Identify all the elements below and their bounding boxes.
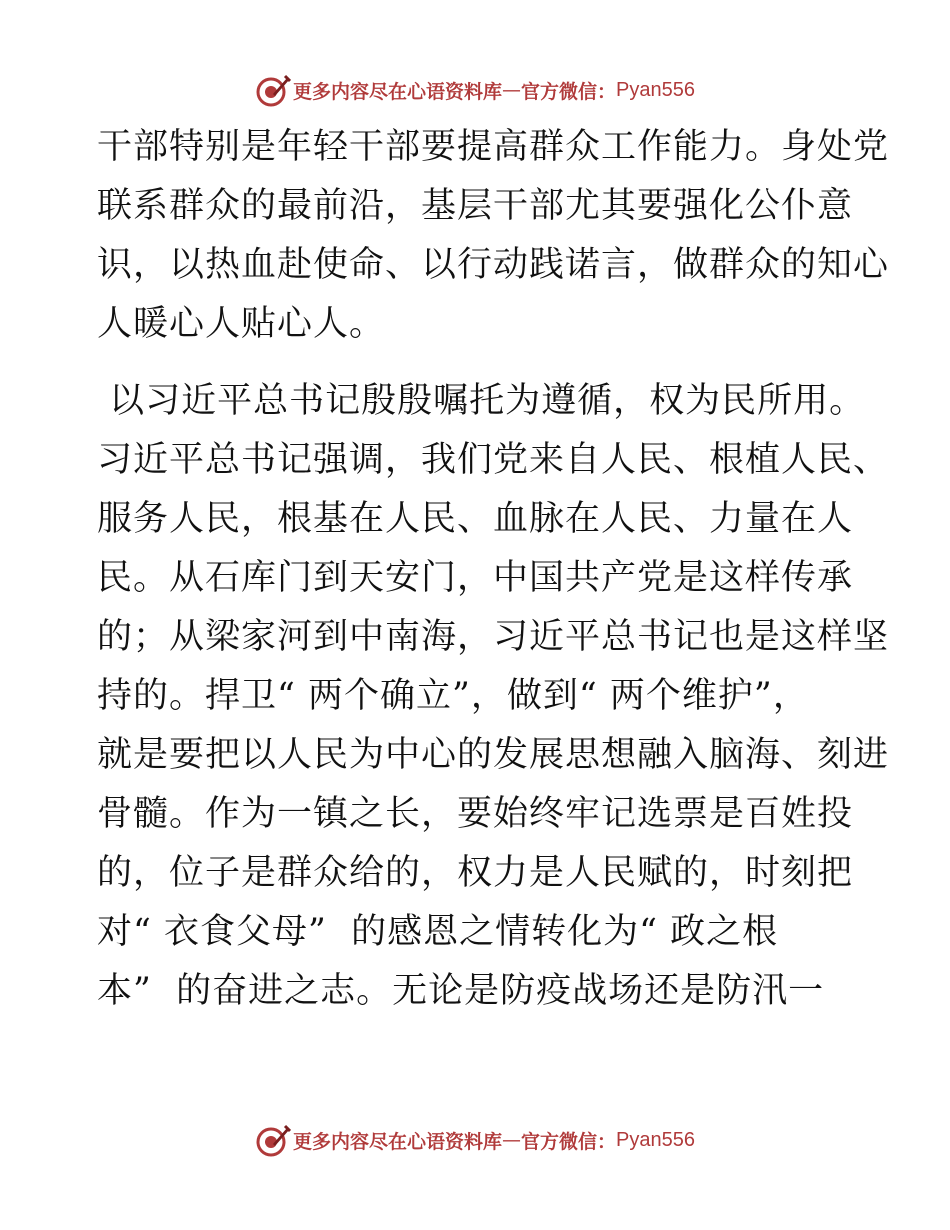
text-line: 以习近平总书记殷殷嘱托为遵循，权为民所用。 xyxy=(97,381,866,421)
pen-seal-icon xyxy=(255,72,291,108)
footer-separator: — xyxy=(502,1129,522,1151)
text-line: 的，位子是群众给的，权力是人民赋的，时刻把 xyxy=(97,853,854,893)
paragraph-2 xyxy=(97,372,890,1021)
header-separator: — xyxy=(502,79,522,101)
text-line: 对“ 衣食父母” 的感恩之情转化为“ 政之根 xyxy=(97,912,779,952)
footer-wechat-id: Pyan556 xyxy=(616,1128,695,1151)
text-line: 持的。捍卫“ 两个确立”，做到“ 两个维护”， xyxy=(97,676,809,716)
text-line: 的；从梁家河到中南海，习近平总书记也是这样坚 xyxy=(97,617,890,657)
text-line: 服务人民，根基在人民、血脉在人民、力量在人 xyxy=(97,499,854,539)
header-text: 更多内容尽在心语资料库 xyxy=(293,80,503,103)
footer-text: 更多内容尽在心语资料库 xyxy=(293,1130,503,1153)
text-line: 识，以热血赴使命、以行动践诺言，做群众的知心 xyxy=(97,245,890,285)
header-banner xyxy=(0,70,950,110)
text-line: 习近平总书记强调，我们党来自人民、根植人民、 xyxy=(97,440,890,480)
header-label: 官方微信： xyxy=(521,80,617,103)
text-line: 民。从石库门到天安门，中国共产党是这样传承 xyxy=(97,558,854,598)
text-line: 骨髓。作为一镇之长，要始终牢记选票是百姓投 xyxy=(97,794,854,834)
text-line: 干部特别是年轻干部要提高群众工作能力。身处党 xyxy=(97,127,890,167)
footer-label: 官方微信： xyxy=(521,1130,617,1153)
footer-banner xyxy=(0,1120,950,1160)
header-wechat-id: Pyan556 xyxy=(616,78,695,101)
paragraph-1 xyxy=(97,118,890,354)
text-line: 联系群众的最前沿，基层干部尤其要强化公仆意 xyxy=(97,186,854,226)
text-line: 人暖心人贴心人。 xyxy=(97,304,386,344)
document-body xyxy=(97,118,890,1021)
text-line: 就是要把以人民为中心的发展思想融入脑海、刻进 xyxy=(97,735,890,775)
pen-seal-icon xyxy=(255,1122,291,1158)
text-line: 本” 的奋进之志。无论是防疫战场还是防汛一 xyxy=(97,971,825,1011)
